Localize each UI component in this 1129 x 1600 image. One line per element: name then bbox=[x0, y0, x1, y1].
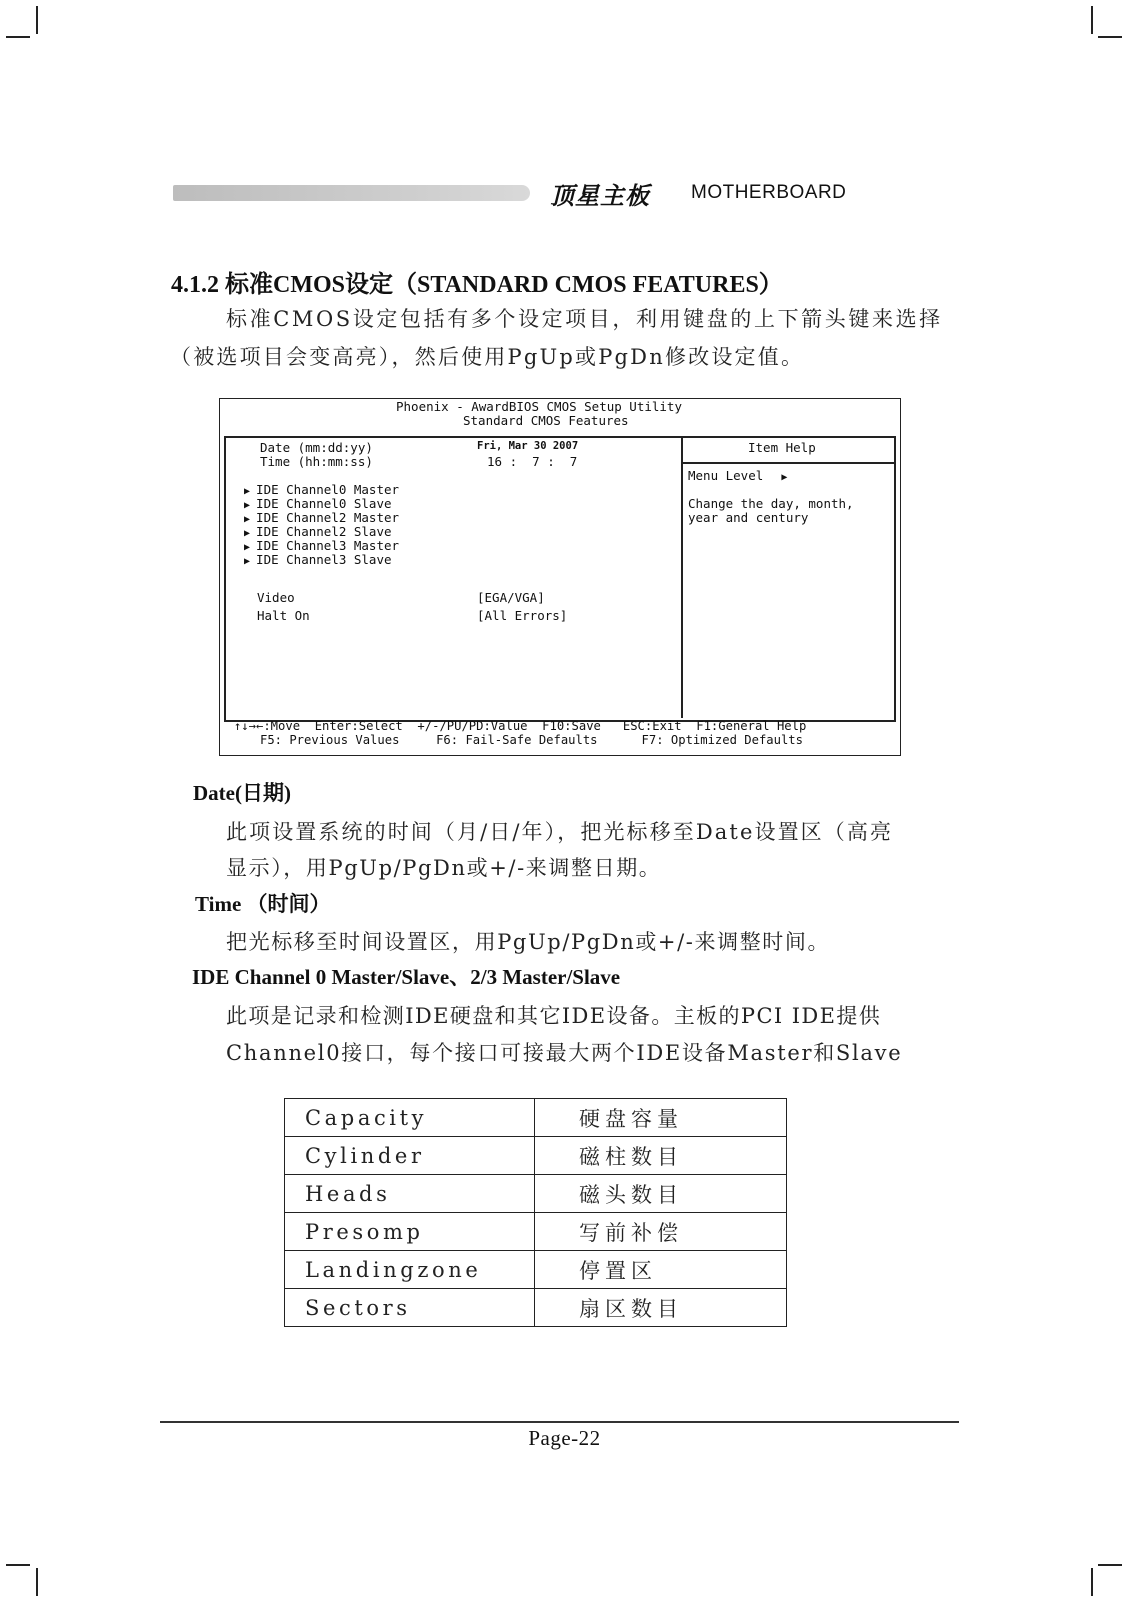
ide-item-label: IDE Channel3 Slave bbox=[256, 552, 392, 567]
param-desc: 写前补偿 bbox=[535, 1213, 787, 1251]
ide-menu-item bbox=[244, 552, 392, 567]
table-row bbox=[285, 1289, 787, 1327]
submenu-arrow-icon: ▶ bbox=[244, 528, 257, 539]
ide-menu-item bbox=[244, 496, 392, 511]
bios-main-panel bbox=[224, 436, 896, 722]
ide-item-label: IDE Channel2 Master bbox=[256, 510, 400, 525]
param-name: Presomp bbox=[285, 1213, 535, 1251]
brand-logo: 顶星主板 bbox=[550, 182, 650, 210]
crop-mark bbox=[36, 1568, 38, 1596]
bios-key-help: F5: Previous Values F6: Fail-Safe Defaults F7: Optimized Defaults bbox=[260, 733, 803, 747]
submenu-arrow-icon: ▶ bbox=[244, 514, 257, 525]
ide-heading: IDE Channel 0 Master/Slave、2/3 Master/Slave bbox=[192, 965, 621, 989]
help-text: year and century bbox=[688, 510, 809, 525]
ide-item-label: IDE Channel0 Slave bbox=[256, 496, 392, 511]
param-name: Cylinder bbox=[285, 1137, 535, 1175]
bios-screenshot bbox=[219, 398, 901, 756]
param-name: Heads bbox=[285, 1175, 535, 1213]
section-title: 4.1.2 标准CMOS设定（STANDARD CMOS FEATURES） bbox=[171, 272, 783, 298]
submenu-arrow-icon: ▶ bbox=[244, 556, 257, 567]
table-row bbox=[285, 1213, 787, 1251]
item-help-title: Item Help bbox=[748, 440, 816, 455]
date-desc-line: 此项设置系统的时间（月/日/年），把光标移至Date设置区（高亮 bbox=[226, 820, 894, 844]
footer-rule bbox=[160, 1421, 959, 1423]
table-row bbox=[285, 1175, 787, 1213]
table-row bbox=[285, 1099, 787, 1137]
crop-mark bbox=[1098, 1564, 1122, 1566]
date-value: Fri, Mar 30 2007 bbox=[477, 440, 579, 452]
halt-on-label: Halt On bbox=[257, 608, 310, 623]
param-desc: 磁头数目 bbox=[535, 1175, 787, 1213]
header-bar bbox=[173, 185, 530, 201]
param-desc: 硬盘容量 bbox=[535, 1099, 787, 1137]
crop-mark bbox=[36, 6, 38, 34]
bios-key-help: ↑↓→←:Move Enter:Select +/-/PU/PD:Value F10:Save ESC:Exit F1:General Help bbox=[234, 719, 807, 733]
date-heading: Date(日期) bbox=[193, 781, 291, 805]
table-row bbox=[285, 1251, 787, 1289]
ide-menu-item bbox=[244, 538, 399, 553]
bios-title: Phoenix - AwardBIOS CMOS Setup Utility bbox=[396, 399, 682, 414]
crop-mark bbox=[1091, 1568, 1093, 1596]
time-heading: Time （时间） bbox=[195, 892, 331, 916]
param-desc: 停置区 bbox=[535, 1251, 787, 1289]
param-name: Sectors bbox=[285, 1289, 535, 1327]
brand-subtitle: MOTHERBOARD bbox=[691, 182, 847, 203]
bios-subtitle: Standard CMOS Features bbox=[463, 413, 629, 428]
time-label: Time (hh:mm:ss) bbox=[260, 454, 373, 469]
param-desc: 扇区数目 bbox=[535, 1289, 787, 1327]
param-name: Capacity bbox=[285, 1099, 535, 1137]
date-desc-line: 显示），用PgUp/PgDn或+/-来调整日期。 bbox=[226, 856, 662, 880]
video-label: Video bbox=[257, 590, 295, 605]
ide-parameter-table bbox=[284, 1098, 787, 1327]
crop-mark bbox=[1098, 36, 1122, 38]
bios-panel-divider bbox=[681, 436, 683, 718]
crop-mark bbox=[6, 1564, 30, 1566]
submenu-arrow-icon: ▶ bbox=[244, 486, 257, 497]
intro-line: 标准CMOS设定包括有多个设定项目，利用键盘的上下箭头键来选择 bbox=[226, 307, 943, 331]
intro-line: （被选项目会变高亮），然后使用PgUp或PgDn修改设定值。 bbox=[170, 345, 805, 369]
ide-menu-item bbox=[244, 524, 392, 539]
date-label: Date (mm:dd:yy) bbox=[260, 440, 373, 455]
ide-item-label: IDE Channel2 Slave bbox=[256, 524, 392, 539]
time-desc-line: 把光标移至时间设置区，用PgUp/PgDn或+/-来调整时间。 bbox=[226, 930, 831, 954]
param-desc: 磁柱数目 bbox=[535, 1137, 787, 1175]
ide-item-label: IDE Channel3 Master bbox=[256, 538, 400, 553]
menu-level bbox=[688, 468, 787, 483]
time-value: 16 : 7 : 7 bbox=[487, 454, 578, 469]
help-text: Change the day, month, bbox=[688, 496, 854, 511]
bios-help-divider bbox=[683, 462, 894, 464]
submenu-arrow-icon: ▶ bbox=[244, 542, 257, 553]
table-row bbox=[285, 1137, 787, 1175]
ide-desc-line: Channel0接口，每个接口可接最大两个IDE设备Master和Slave bbox=[226, 1041, 903, 1065]
video-value: [EGA/VGA] bbox=[477, 590, 545, 605]
ide-menu-item bbox=[244, 482, 399, 497]
halt-on-value: [All Errors] bbox=[477, 608, 568, 623]
param-name: Landingzone bbox=[285, 1251, 535, 1289]
menu-level-label: Menu Level bbox=[688, 468, 764, 483]
ide-item-label: IDE Channel0 Master bbox=[256, 482, 400, 497]
submenu-arrow-icon: ▶ bbox=[244, 500, 257, 511]
crop-mark bbox=[6, 36, 30, 38]
crop-mark bbox=[1091, 6, 1093, 34]
menu-level-arrow-icon: ▶ bbox=[763, 472, 788, 483]
ide-menu-item bbox=[244, 510, 399, 525]
page-number: Page-22 bbox=[528, 1426, 601, 1450]
ide-desc-line: 此项是记录和检测IDE硬盘和其它IDE设备。主板的PCI IDE提供 bbox=[226, 1004, 882, 1028]
